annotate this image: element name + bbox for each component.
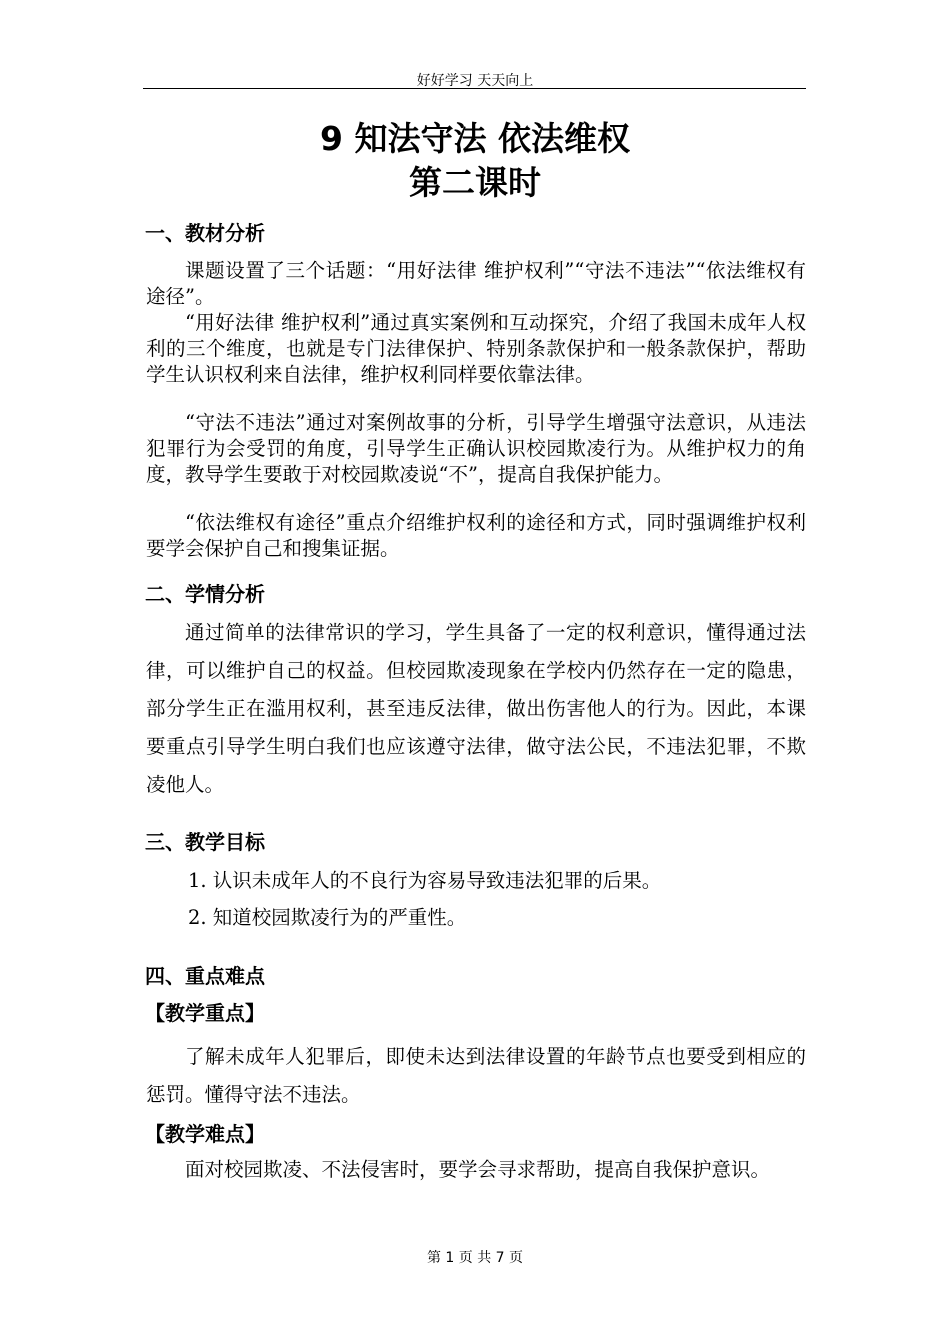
header-rule [143, 88, 806, 89]
document-subtitle: 第二课时 [409, 163, 541, 202]
key-point-label: 【教学重点】 [145, 1001, 265, 1025]
page-footer: 第 1 页 共 7 页 [426, 1250, 524, 1266]
section-heading-teaching-goals: 三、教学目标 [145, 830, 265, 854]
paragraph: 面对校园欺凌、不法侵害时，要学会寻求帮助，提高自我保护意识。 [185, 1158, 771, 1181]
paragraph: 课题设置了三个话题：“用好法律 维护权利”“守法不违法”“依法维权有途径”。 [146, 259, 806, 309]
document-title: 9 知法守法 依法维权 [320, 119, 630, 158]
list-item: 2. 知道校园欺凌行为的严重性。 [188, 906, 467, 929]
paragraph: “守法不违法”通过对案例故事的分析，引导学生增强守法意识，从违法犯罪行为会受罚的角度，引导学生正确认识校园欺凌行为。从维护权力的角度，教导学生要敢于对校园欺凌说“不”，提高自我保护能力。 [146, 411, 806, 487]
page-header: 好好学习 天天向上 [416, 73, 534, 89]
list-item: 1. 认识未成年人的不良行为容易导致违法犯罪的后果。 [188, 869, 662, 892]
paragraph: 通过简单的法律常识的学习，学生具备了一定的权利意识，懂得通过法律，可以维护自己的权益。但校园欺凌现象在学校内仍然存在一定的隐患，部分学生正在滥用权利，甚至违反法律，做出伤害他人的行为。因此，本课要重点引导学生明白我们也应该遵守法律，做守法公民，不违法犯罪，不欺凌他人。 [146, 621, 806, 796]
difficulty-label: 【教学难点】 [145, 1122, 265, 1146]
paragraph: “用好法律 维护权利”通过真实案例和互动探究，介绍了我国未成年人权利的三个维度，也就是专门法律保护、特别条款保护和一般条款保护，帮助学生认识权利来自法律，维护权利同样要依靠法律。 [146, 311, 806, 387]
section-heading-student-analysis: 二、学情分析 [145, 582, 265, 606]
section-heading-key-points: 四、重点难点 [145, 964, 265, 988]
paragraph: “依法维权有途径”重点介绍维护权利的途径和方式，同时强调维护权利要学会保护自己和搜集证据。 [146, 511, 806, 561]
section-heading-textbook-analysis: 一、教材分析 [145, 221, 265, 245]
paragraph: 了解未成年人犯罪后，即使未达到法律设置的年龄节点也要受到相应的惩罚。懂得守法不违法。 [146, 1045, 806, 1106]
